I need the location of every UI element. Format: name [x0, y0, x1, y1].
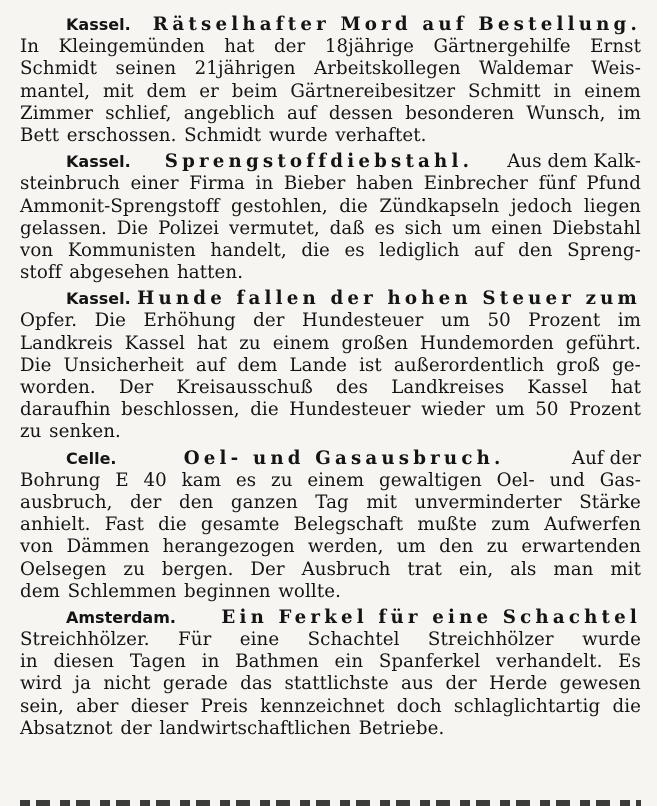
article-heading-line [20, 448, 641, 470]
article-line: wird ja nicht gerade das stattlichste aus der Herde gewesen [20, 673, 641, 695]
article-line: Schmidt seinen 21jährigen Arbeitskollegen Waldemar Weis- [20, 58, 641, 80]
article-text: Aus dem Kalk- [507, 151, 641, 173]
article-place: Kassel. [66, 15, 131, 34]
article-line: worden. Der Kreisausschuß des Landkreises Kassel hat [20, 377, 641, 398]
article-line: zu senken. [20, 421, 121, 443]
article-line: Oelsegen zu bergen. Der Ausbruch trat ein, als man mit [20, 558, 641, 580]
article-amsterdam-ferkel [20, 607, 641, 740]
article-line: Bohrung E 40 kam es zu einem gewaltigen Oel- und Gas- [20, 469, 641, 491]
article-place: Kassel. [66, 289, 131, 309]
article-line: steinbruch einer Firma in Bieber haben Einbrecher fünf Pfund [20, 173, 641, 195]
article-line: Absatznot der landwirtschaftlichen Betriebe. [20, 717, 445, 739]
article-line: in diesen Tagen in Bathmen ein Spanferkel verhandelt. Es [20, 651, 641, 673]
article-headline: Rätselhafter Mord auf Bestellung. [152, 14, 641, 35]
article-line: von Dämmen herangezogen werden, um den zu erwartenden [20, 536, 641, 558]
article-place: Kassel. [66, 152, 131, 172]
article-kassel-sprengstoff [20, 151, 641, 284]
article-kassel-mord [20, 14, 641, 147]
article-line: Opfer. Die Erhöhung der Hundesteuer um 50 Prozent im [20, 310, 641, 332]
article-heading-line [20, 14, 641, 36]
article-line: Zimmer schlief, angeblich auf dessen besonderen Wunsch, im [20, 102, 641, 124]
article-line: sein, aber dieser Preis kennzeichnet doch schlaglichtartig die [20, 695, 641, 717]
article-kassel-hunde [20, 288, 641, 443]
article-line: mantel, mit dem er beim Gärtnereibesitzer Schmitt in einem [20, 80, 641, 102]
article-line: dem Schlemmen beginnen wollte. [20, 580, 341, 602]
article-line: Bett erschossen. Schmidt wurde verhaftet. [20, 124, 427, 146]
article-place: Celle. [66, 448, 117, 468]
article-text: Auf der [571, 447, 641, 469]
article-heading-line [20, 288, 641, 310]
article-line: von Kommunisten handelt, die es lediglich auf den Spreng- [20, 239, 641, 261]
cut-off-ink [20, 800, 641, 806]
article-line: daraufhin beschlossen, die Hundesteuer wieder um 50 Prozent [20, 399, 641, 421]
article-headline: Sprengstoffdiebstahl. [164, 151, 474, 173]
article-line: In Kleingemünden hat der 18jährige Gärtnergehilfe Ernst [20, 36, 641, 58]
article-line: gelassen. Die Polizei vermutet, daß es sich um einen Diebstahl [20, 217, 641, 239]
article-headline: Hunde fallen der hohen Steuer zum [137, 288, 641, 310]
article-headline: Ein Ferkel für eine Schachtel [221, 606, 641, 628]
article-headline: Oel- und Gasausbruch. [183, 447, 505, 469]
article-line: Landkreis Kassel hat zu einem großen Hundemorden geführt. [20, 332, 641, 354]
article-place: Amsterdam. [66, 607, 176, 627]
article-heading-line [20, 151, 641, 173]
article-line: anhielt. Fast die gesamte Belegschaft mußte zum Aufwerfen [20, 514, 641, 536]
article-line: Ammonit-Sprengstoff gestohlen, die Zündkapseln jedoch liegen [20, 195, 641, 217]
article-line: stoff abgesehen hatten. [20, 262, 244, 284]
article-line: Streichhölzer. Für eine Schachtel Streichhölzer wurde [20, 629, 641, 651]
article-line: ausbruch, der den ganzen Tag mit unverminderter Stärke [20, 491, 641, 513]
article-line: Die Unsicherheit auf dem Lande ist außerordentlich groß ge- [20, 354, 641, 376]
article-heading-line [20, 607, 641, 629]
article-celle-oel [20, 448, 641, 603]
